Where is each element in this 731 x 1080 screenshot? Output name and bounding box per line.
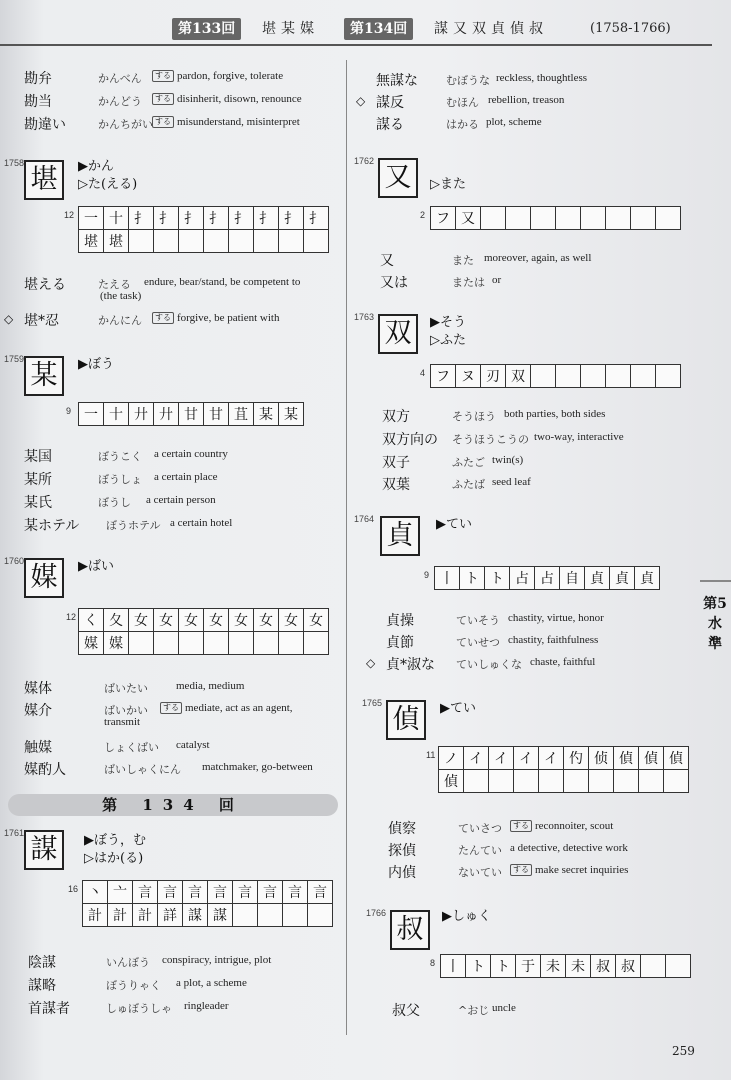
entry-number: 1762	[354, 156, 375, 166]
suru-tag: する	[152, 312, 174, 324]
stroke-cell: ト	[485, 567, 510, 590]
entry-number: 1764	[354, 514, 375, 524]
lesson-134-label: 第134回	[344, 18, 413, 40]
stroke-cell	[129, 632, 154, 655]
stroke-cell: 女	[254, 609, 279, 632]
vocab-reading: ていさつ	[458, 822, 502, 835]
stroke-cell: 苴	[229, 403, 254, 426]
stroke-cell: フ	[431, 365, 456, 388]
stroke-cell	[179, 230, 204, 253]
stroke-cell: イ	[464, 747, 489, 770]
vocab-meaning: chaste, faithful	[530, 656, 596, 668]
stroke-order-grid	[78, 608, 329, 655]
vocab-word: 探偵	[388, 843, 416, 859]
stroke-cell: イ	[489, 747, 514, 770]
stroke-cell: 仢	[564, 747, 589, 770]
vocab-meaning: moreover, again, as well	[484, 252, 592, 264]
kanji-box: 謀	[24, 830, 64, 870]
stroke-cell: 女	[204, 609, 229, 632]
stroke-cell: 言	[183, 881, 208, 904]
stroke-order-grid	[430, 364, 681, 388]
stroke-cell: 女	[154, 609, 179, 632]
kun-reading: ▷また	[430, 177, 466, 192]
variant-mark: ◇	[366, 656, 376, 670]
vocab-word: 貞節	[386, 635, 414, 651]
vocab-word: 双子	[382, 455, 410, 471]
vocab-reading: はかる	[446, 118, 479, 131]
stroke-cell: く	[79, 609, 104, 632]
vocab-reading: むほん	[446, 96, 479, 109]
kanji-box: 叔	[390, 910, 430, 950]
stroke-cell: 十	[104, 403, 129, 426]
vocab-reading: ばいかい	[104, 704, 148, 717]
stroke-cell	[304, 230, 329, 253]
stroke-cell: 自	[560, 567, 585, 590]
vocab-reading: ふたば	[452, 478, 485, 491]
on-reading: ▶ばい	[78, 559, 114, 574]
stroke-cell: 丨	[441, 955, 466, 978]
suru-tag: する	[152, 70, 174, 82]
vocab-reading: ていしゅくな	[456, 658, 522, 671]
stroke-cell: 扌	[229, 207, 254, 230]
stroke-cell: 媒	[79, 632, 104, 655]
vocab-meaning: misunderstand, misinterpret	[177, 116, 300, 128]
stroke-cell: 女	[129, 609, 154, 632]
stroke-cell: イ	[514, 747, 539, 770]
stroke-cell	[154, 230, 179, 253]
vocab-meaning: both parties, both sides	[504, 408, 606, 420]
side-tab-rule	[700, 580, 731, 582]
stroke-cell	[664, 770, 689, 793]
stroke-cell: 計	[133, 904, 158, 927]
lesson-134-kanji: 謀又双貞偵叔	[434, 21, 548, 37]
vocab-reading: かんちがい	[98, 118, 153, 131]
suru-tag: する	[510, 820, 532, 832]
vocab-reading: むぼうな	[446, 74, 490, 87]
stroke-cell: ト	[466, 955, 491, 978]
vocab-reading: そうほうこうの	[452, 433, 529, 446]
vocab-meaning: or	[492, 274, 502, 286]
vocab-word: 謀反	[376, 95, 404, 111]
stroke-cell: 某	[254, 403, 279, 426]
stroke-cell: 謀	[183, 904, 208, 927]
entry-number: 1765	[362, 698, 383, 708]
stroke-cell: 刃	[481, 365, 506, 388]
stroke-cell: 夂	[104, 609, 129, 632]
stroke-cell: 扌	[179, 207, 204, 230]
stroke-cell	[606, 207, 631, 230]
vocab-word: 陰謀	[28, 955, 56, 971]
vocab-reading: かんにん	[98, 314, 142, 327]
vocab-reading: いんぼう	[106, 956, 150, 969]
vocab-meaning: twin(s)	[492, 454, 524, 466]
vocab-reading: ぼうし	[98, 496, 131, 509]
stroke-cell: 貞	[635, 567, 660, 590]
stroke-cell	[581, 207, 606, 230]
vocab-reading: たえる	[98, 278, 131, 291]
vocab-word: 勘当	[24, 94, 52, 110]
stroke-cell	[279, 230, 304, 253]
vocab-meaning: forgive, be patient with	[177, 312, 280, 324]
stroke-cell: 貞	[610, 567, 635, 590]
stroke-cell: 偵	[614, 747, 639, 770]
stroke-cell: 言	[208, 881, 233, 904]
vocab-meaning: catalyst	[176, 739, 210, 751]
stroke-order-grid	[438, 746, 689, 793]
stroke-cell	[506, 207, 531, 230]
stroke-order-grid	[82, 880, 333, 927]
entry-number: 1758	[4, 158, 25, 168]
stroke-cell	[308, 904, 333, 927]
stroke-cell: 叔	[591, 955, 616, 978]
stroke-cell: 十	[104, 207, 129, 230]
stroke-cell	[283, 904, 308, 927]
vocab-word: 媒酌人	[24, 762, 66, 778]
stroke-cell	[254, 230, 279, 253]
on-reading: ▶そう	[430, 315, 466, 330]
stroke-cell	[129, 230, 154, 253]
vocab-meaning: reconnoiter, scout	[535, 820, 614, 832]
vocab-reading: ないてい	[458, 866, 502, 879]
stroke-cell: 詳	[158, 904, 183, 927]
vocab-word: 貞*淑な	[386, 657, 435, 673]
entry-number: 1766	[366, 908, 387, 918]
stroke-cell: 偵	[639, 747, 664, 770]
page-number: 259	[672, 1044, 695, 1058]
stroke-cell: 某	[279, 403, 304, 426]
stroke-cell: 言	[158, 881, 183, 904]
vocab-meaning: make secret inquiries	[535, 864, 629, 876]
stroke-cell: 言	[308, 881, 333, 904]
vocab-reading: または	[452, 276, 485, 289]
lesson-banner: 第 134 回	[8, 794, 338, 816]
vocab-word: 無謀な	[376, 73, 418, 89]
vocab-reading: しゅぼうしゃ	[106, 1002, 172, 1015]
vocab-reading: ぼうしょ	[98, 473, 142, 486]
on-reading: ▶ぼう，む	[84, 833, 146, 848]
stroke-cell: 言	[258, 881, 283, 904]
vocab-meaning: pardon, forgive, tolerate	[177, 70, 284, 82]
vocab-word: 偵察	[388, 821, 416, 837]
stroke-cell: 叔	[616, 955, 641, 978]
stroke-cell: 一	[79, 207, 104, 230]
stroke-cell	[606, 365, 631, 388]
vocab-meaning: plot, scheme	[486, 116, 542, 128]
stroke-cell: 亠	[108, 881, 133, 904]
vocab-reading: また	[452, 254, 474, 267]
suru-tag: する	[160, 702, 182, 714]
vocab-reading: ^おじ	[458, 1004, 490, 1017]
stroke-cell	[614, 770, 639, 793]
stroke-cell: 甘	[179, 403, 204, 426]
vocab-meaning: chastity, virtue, honor	[508, 612, 604, 624]
stroke-cell	[581, 365, 606, 388]
kun-reading: ▷はか(る)	[84, 851, 144, 866]
stroke-cell	[589, 770, 614, 793]
vocab-reading: しょくばい	[104, 741, 159, 754]
stroke-cell: 扌	[304, 207, 329, 230]
vocab-word: 叔父	[392, 1003, 420, 1019]
kanji-box: 偵	[386, 700, 426, 740]
stroke-cell: 計	[108, 904, 133, 927]
vocab-word: 双方向の	[382, 432, 438, 448]
vocab-reading: ふたご	[452, 456, 485, 469]
vocab-word: 触媒	[24, 740, 52, 756]
stroke-cell: ト	[460, 567, 485, 590]
stroke-cell: 扌	[204, 207, 229, 230]
stroke-cell	[254, 632, 279, 655]
on-reading: ▶かん	[78, 159, 114, 174]
vocab-word: 堪える	[24, 277, 66, 293]
vocab-word: 某氏	[24, 495, 52, 511]
vocab-word: 謀る	[376, 117, 404, 133]
stroke-cell: 貞	[585, 567, 610, 590]
vocab-meaning: seed leaf	[492, 476, 531, 488]
vocab-meaning: a detective, detective work	[510, 842, 628, 854]
vocab-word: 勘弁	[24, 71, 52, 87]
stroke-cell: 堪	[79, 230, 104, 253]
vocab-word: 媒介	[24, 703, 52, 719]
vocab-word: 堪*忍	[24, 313, 59, 329]
vocab-meaning-cont: transmit	[104, 716, 141, 728]
variant-mark: ◇	[4, 312, 14, 326]
vocab-meaning: a plot, a scheme	[176, 977, 247, 989]
stroke-cell	[531, 207, 556, 230]
vocab-meaning: two-way, interactive	[534, 431, 624, 443]
vocab-word: 某所	[24, 472, 52, 488]
stroke-cell: 占	[535, 567, 560, 590]
vocab-word: 謀略	[28, 978, 56, 994]
stroke-cell: 侦	[589, 747, 614, 770]
stroke-cell	[556, 207, 581, 230]
stroke-cell	[514, 770, 539, 793]
stroke-cell	[304, 632, 329, 655]
vocab-reading: ぼうこく	[98, 450, 142, 463]
stroke-order-grid	[430, 206, 681, 230]
kun-reading: ▷ふた	[430, 333, 466, 348]
on-reading: ▶ぼう	[78, 357, 114, 372]
stroke-cell	[179, 632, 204, 655]
stroke-cell: 未	[566, 955, 591, 978]
entry-number: 1763	[354, 312, 375, 322]
kanji-range: (1758-1766)	[590, 21, 671, 36]
stroke-cell	[204, 632, 229, 655]
stroke-count: 9	[66, 406, 72, 416]
suru-tag: する	[510, 864, 532, 876]
stroke-order-grid	[78, 206, 329, 253]
stroke-cell: 甘	[204, 403, 229, 426]
stroke-cell	[656, 365, 681, 388]
stroke-cell: フ	[431, 207, 456, 230]
vocab-meaning: reckless, thoughtless	[496, 72, 588, 84]
vocab-reading: ぼうホテル	[106, 519, 161, 532]
stroke-cell: ノ	[439, 747, 464, 770]
stroke-cell	[656, 207, 681, 230]
stroke-cell	[233, 904, 258, 927]
vocab-meaning: a certain place	[154, 471, 218, 483]
suru-tag: する	[152, 116, 174, 128]
stroke-cell: 廾	[129, 403, 154, 426]
vocab-reading: ぼうりゃく	[106, 979, 161, 992]
stroke-count: 12	[64, 210, 75, 220]
stroke-cell: 言	[133, 881, 158, 904]
stroke-cell: ト	[491, 955, 516, 978]
stroke-cell: 一	[79, 403, 104, 426]
stroke-cell	[279, 632, 304, 655]
stroke-cell: 女	[304, 609, 329, 632]
stroke-order-grid	[78, 402, 304, 426]
stroke-cell	[464, 770, 489, 793]
entry-number: 1760	[4, 556, 25, 566]
lesson-133-kanji: 堪某媒	[262, 21, 319, 37]
entry-number: 1761	[4, 828, 25, 838]
stroke-count: 9	[424, 570, 430, 580]
vocab-word: 首謀者	[28, 1001, 70, 1017]
on-reading: ▶てい	[436, 517, 472, 532]
page-header	[0, 14, 712, 46]
vocab-meaning: chastity, faithfulness	[508, 634, 599, 646]
stroke-cell	[229, 632, 254, 655]
variant-mark: ◇	[356, 94, 366, 108]
lesson-133-label: 第133回	[172, 18, 241, 40]
stroke-order-grid	[434, 566, 660, 590]
vocab-word: 媒体	[24, 681, 52, 697]
stroke-count: 11	[426, 750, 436, 760]
stroke-cell: 女	[229, 609, 254, 632]
stroke-cell	[631, 365, 656, 388]
kun-reading: ▷た(える)	[78, 177, 138, 192]
kanji-box: 堪	[24, 160, 64, 200]
stroke-cell: ヌ	[456, 365, 481, 388]
stroke-cell: 廾	[154, 403, 179, 426]
column-divider	[346, 60, 347, 1035]
vocab-meaning: a certain hotel	[170, 517, 233, 529]
stroke-cell: 未	[541, 955, 566, 978]
vocab-reading: ばいしゃくにん	[104, 763, 181, 776]
stroke-cell: 于	[516, 955, 541, 978]
vocab-meaning: a certain person	[146, 494, 216, 506]
stroke-cell	[641, 955, 666, 978]
side-tab-level: 第5水準	[703, 596, 727, 652]
stroke-cell	[154, 632, 179, 655]
stroke-cell	[531, 365, 556, 388]
vocab-word: 又は	[380, 275, 408, 291]
kanji-box: 双	[378, 314, 418, 354]
vocab-meaning: ringleader	[184, 1000, 229, 1012]
stroke-cell: 扌	[254, 207, 279, 230]
stroke-cell	[564, 770, 589, 793]
vocab-word: 某ホテル	[24, 518, 80, 534]
stroke-cell	[639, 770, 664, 793]
stroke-cell	[666, 955, 691, 978]
vocab-reading: そうほう	[452, 410, 496, 423]
stroke-cell: 又	[456, 207, 481, 230]
vocab-meaning: media, medium	[176, 680, 245, 692]
vocab-meaning-cont: (the task)	[100, 290, 142, 302]
vocab-meaning: endure, bear/stand, be competent to	[144, 276, 301, 288]
stroke-cell: イ	[539, 747, 564, 770]
vocab-word: 勘違い	[24, 117, 66, 133]
stroke-cell	[631, 207, 656, 230]
stroke-count: 8	[430, 958, 436, 968]
vocab-reading: ていせつ	[456, 636, 500, 649]
vocab-meaning: rebellion, treason	[488, 94, 565, 106]
vocab-reading: たんてい	[458, 844, 502, 857]
vocab-meaning: mediate, act as an agent,	[185, 702, 293, 714]
stroke-cell: 扌	[129, 207, 154, 230]
stroke-cell: 堪	[104, 230, 129, 253]
stroke-cell: 扌	[279, 207, 304, 230]
vocab-reading: かんどう	[98, 95, 142, 108]
vocab-reading: かんべん	[98, 72, 142, 85]
vocab-meaning: a certain country	[154, 448, 228, 460]
stroke-cell: 女	[179, 609, 204, 632]
stroke-cell: 言	[283, 881, 308, 904]
vocab-word: 双方	[382, 409, 410, 425]
vocab-meaning: uncle	[492, 1002, 516, 1014]
on-reading: ▶しゅく	[442, 909, 491, 924]
kanji-box: 貞	[380, 516, 420, 556]
stroke-cell: 丨	[435, 567, 460, 590]
vocab-word: 某国	[24, 449, 52, 465]
vocab-word: 又	[380, 253, 394, 269]
stroke-cell	[489, 770, 514, 793]
stroke-cell	[539, 770, 564, 793]
kanji-box: 某	[24, 356, 64, 396]
vocab-reading: ていそう	[456, 614, 500, 627]
stroke-order-grid	[440, 954, 691, 978]
vocab-word: 内偵	[388, 865, 416, 881]
stroke-count: 16	[68, 884, 79, 894]
vocab-word: 貞操	[386, 613, 414, 629]
vocab-word: 双葉	[382, 477, 410, 493]
stroke-cell: 言	[233, 881, 258, 904]
stroke-cell	[481, 207, 506, 230]
stroke-cell: 扌	[154, 207, 179, 230]
stroke-cell: 占	[510, 567, 535, 590]
stroke-cell	[258, 904, 283, 927]
stroke-cell: 偵	[664, 747, 689, 770]
stroke-cell: 丶	[83, 881, 108, 904]
stroke-cell: 謀	[208, 904, 233, 927]
kanji-box: 媒	[24, 558, 64, 598]
stroke-cell	[556, 365, 581, 388]
stroke-cell	[229, 230, 254, 253]
stroke-count: 4	[420, 368, 426, 378]
entry-number: 1759	[4, 354, 25, 364]
vocab-meaning: conspiracy, intrigue, plot	[162, 954, 272, 966]
kanji-box: 又	[378, 158, 418, 198]
vocab-reading: ばいたい	[104, 682, 148, 695]
stroke-count: 12	[66, 612, 77, 622]
stroke-cell: 偵	[439, 770, 464, 793]
stroke-count: 2	[420, 210, 426, 220]
stroke-cell	[204, 230, 229, 253]
stroke-cell: 計	[83, 904, 108, 927]
stroke-cell: 双	[506, 365, 531, 388]
stroke-cell: 媒	[104, 632, 129, 655]
on-reading: ▶てい	[440, 701, 476, 716]
vocab-meaning: matchmaker, go-between	[202, 761, 313, 773]
stroke-cell: 女	[279, 609, 304, 632]
suru-tag: する	[152, 93, 174, 105]
vocab-meaning: disinherit, disown, renounce	[177, 93, 302, 105]
